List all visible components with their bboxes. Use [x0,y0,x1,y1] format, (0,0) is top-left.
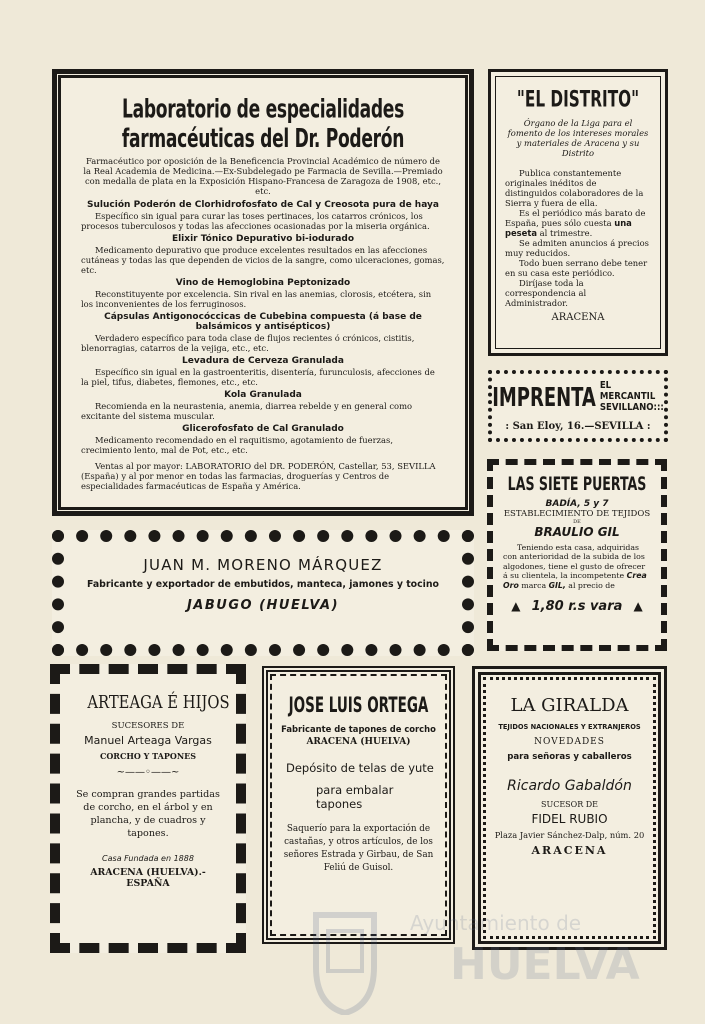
arteaga-name: Manuel Arteaga Vargas [84,734,212,747]
ad-imprenta [488,370,668,442]
lab-product: Glicerofosfato de Cal Granulado Medicamento recomendado en el raquitismo, agotamiento de fuerzas, crecimiento lento, mal de Pot, etc., etc. [81,424,394,455]
distrito-p2: Es el periódico más barato de España, pues sólo cuesta una peseta al trimestre. [505,208,646,238]
lab-product: Cápsulas Antigonocóccicas de Cubebina compuesta (á base de balsámicos y antisépticos) Verdadero específico para toda clase de flujos recientes ó crónicos, cistitis, blenorragias, catarros de la vejiga, etc., etc. [81,312,422,353]
lab-product: Vino de Hemoglobina Peptonizado Reconstituyente por excelencia. Sin rival en las anemias, clorosis, etcétera, sin los inconvenientes de los ferruginosos. [81,278,432,309]
puertas-de: DE [573,519,581,525]
giralda-prev: FIDEL RUBIO [531,812,608,826]
giralda-address: Plaza Javier Sánchez-Dalp, núm. 20 [494,830,645,840]
ad-jose-luis-ortega [262,666,455,944]
puertas-owner: BRAULIO GIL [534,525,620,539]
distrito-title: "EL DISTRITO" [516,87,640,113]
arrow-up-icon: ▲ [633,599,643,614]
giralda-owner: Ricardo Gabaldón [507,778,632,794]
imprenta-address: : San Eloy, 16.—SEVILLA : [505,421,651,432]
lab-product: Elixir Tónico Depurativo bi-iodurado Medicamento depurativo que produce excelentes resultados en las afecciones cutáneas y todas las que dependen de vicios de la sangre, como ulceraciones, gomas, etc. [81,234,445,275]
ad-la-giralda [472,666,667,950]
lab-footer: Ventas al por mayor: LABORATORIO del DR. PODERÓN, Castellar, 53, SEVILLA (España) y al por menor en todas las farmacias, droguerías y Centros de especialidades farmacéuticas de España y América. [81,461,436,491]
giralda-for: para señoras y caballeros [507,752,632,762]
distrito-p3: Se admiten anuncios á precios muy reducidos. [505,238,649,258]
ad-siete-puertas [487,459,667,651]
giralda-kind: TEJIDOS NACIONALES Y EXTRANJEROS [498,722,641,731]
arteaga-founded: Casa Fundada en 1888 [102,854,194,863]
ad-moreno-marquez [52,530,474,656]
lab-product: Sulución Poderón de Clorhidrofosfato de Cal y Creosota pura de haya Específico sin igual para curar las toses pertinaces, los catarros crónicos, los procesos tuberculosos y todas las afecciones ocasionadas por la miseria orgánica. [81,200,439,231]
lab-title: Laboratorio de especialidades farmacéuticas del Dr. Poderón [121,94,405,154]
puertas-text: Teniendo esta casa, adquiridas con anterioridad de la subida de los algodones, tiene el gusto de ofrecer á su clientela, la incompetente Crea Oro marca GIL, al precio de [503,543,647,590]
ad-laboratorio-poderon [52,69,474,516]
lab-products [81,200,445,455]
arrow-up-icon: ▲ [511,599,521,614]
imprenta-big: IMPRENTA [492,380,596,413]
imprenta-line1: EL MERCANTIL [599,380,656,402]
watermark-line2: HUELVA [450,939,640,990]
distrito-subtitle: Órgano de la Liga para el fomento de los intereses morales y materiales de Aracena y su Distrito [507,118,649,158]
giralda-nov: NOVEDADES [534,737,605,747]
lab-intro: Farmacéutico por oposición de la Beneficencia Provincial Académico de número de la Real Academia de Medicina.—Ex-Subdelegado pe Farmacia de Sevilla.—Premiado con medalla de plata en la Exposición Hispano-Francesa de Zaragoza de 1908, etc., etc. [83,156,443,196]
ortega-dep1: Depósito de telas de yute [286,761,434,775]
puertas-street: BADÍA, 5 y 7 [545,499,609,509]
distrito-p5: Diríjase toda la correspondencia al Administrador. [505,278,587,308]
imprenta-line2: SEVILLANO::: [599,402,664,413]
arteaga-place: ARACENA (HUELVA).-ESPAÑA [90,867,206,889]
distrito-p1: Publica constantemente originales inéditos de distinguidos colaboradores de la Sierra y fuera de ella. [505,168,644,208]
puertas-price: ▲ 1,80 r.s vara ▲ [511,599,643,615]
moreno-name: JUAN M. MORENO MÁRQUEZ [143,556,383,574]
ad-arteaga-hijos [50,664,246,953]
moreno-desc: Fabricante y exportador de embutidos, manteca, jamones y tocino [86,579,439,590]
giralda-suc: SUCESOR DE [540,800,599,809]
arteaga-suc: SUCESORES DE [111,721,185,731]
puertas-title: LAS SIETE PUERTAS [507,474,647,496]
ornament-divider: ~——◦——~ [116,767,180,778]
giralda-place: ARACENA [531,844,608,857]
ortega-place: ARACENA (HUELVA) [306,737,411,747]
lab-product: Levadura de Cerveza Granulada Específico sin igual en la gastroenteritis, disentería, furunculosis, afecciones de la piel, tifus, diabetes, flemones, etc., etc. [81,356,435,387]
arteaga-goods: CORCHO Y TAPONES [99,751,197,761]
arteaga-text: Se compran grandes partidas de corcho, en el árbol y en plancha, y de cuadros y tapones. [76,789,220,839]
arteaga-title: ARTEAGA É HIJOS [87,692,230,713]
ortega-title: JOSE LUIS ORTEGA [288,692,429,718]
puertas-kind: ESTABLECIMIENTO DE TEJIDOS [503,509,651,519]
giralda-title: LA GIRALDA [510,695,629,716]
moreno-place: JABUGO (HUELVA) [186,598,340,613]
ortega-text: Saquerío para la exportación de castañas, y otros artículos, de los señores Estrada y Girbau, de San Feliú de Guisol. [283,824,434,873]
ad-el-distrito [488,69,668,356]
lab-product: Kola Granulada Recomienda en la neurastenia, anemia, diarrea rebelde y en general como excitante del sistema muscular. [81,390,413,421]
distrito-place: ARACENA [551,312,605,323]
distrito-p4: Todo buen serrano debe tener en su casa este periódico. [505,258,648,278]
ortega-dep2: para embalar tapones [316,783,394,811]
ortega-desc: Fabricante de tapones de corcho [281,724,436,734]
